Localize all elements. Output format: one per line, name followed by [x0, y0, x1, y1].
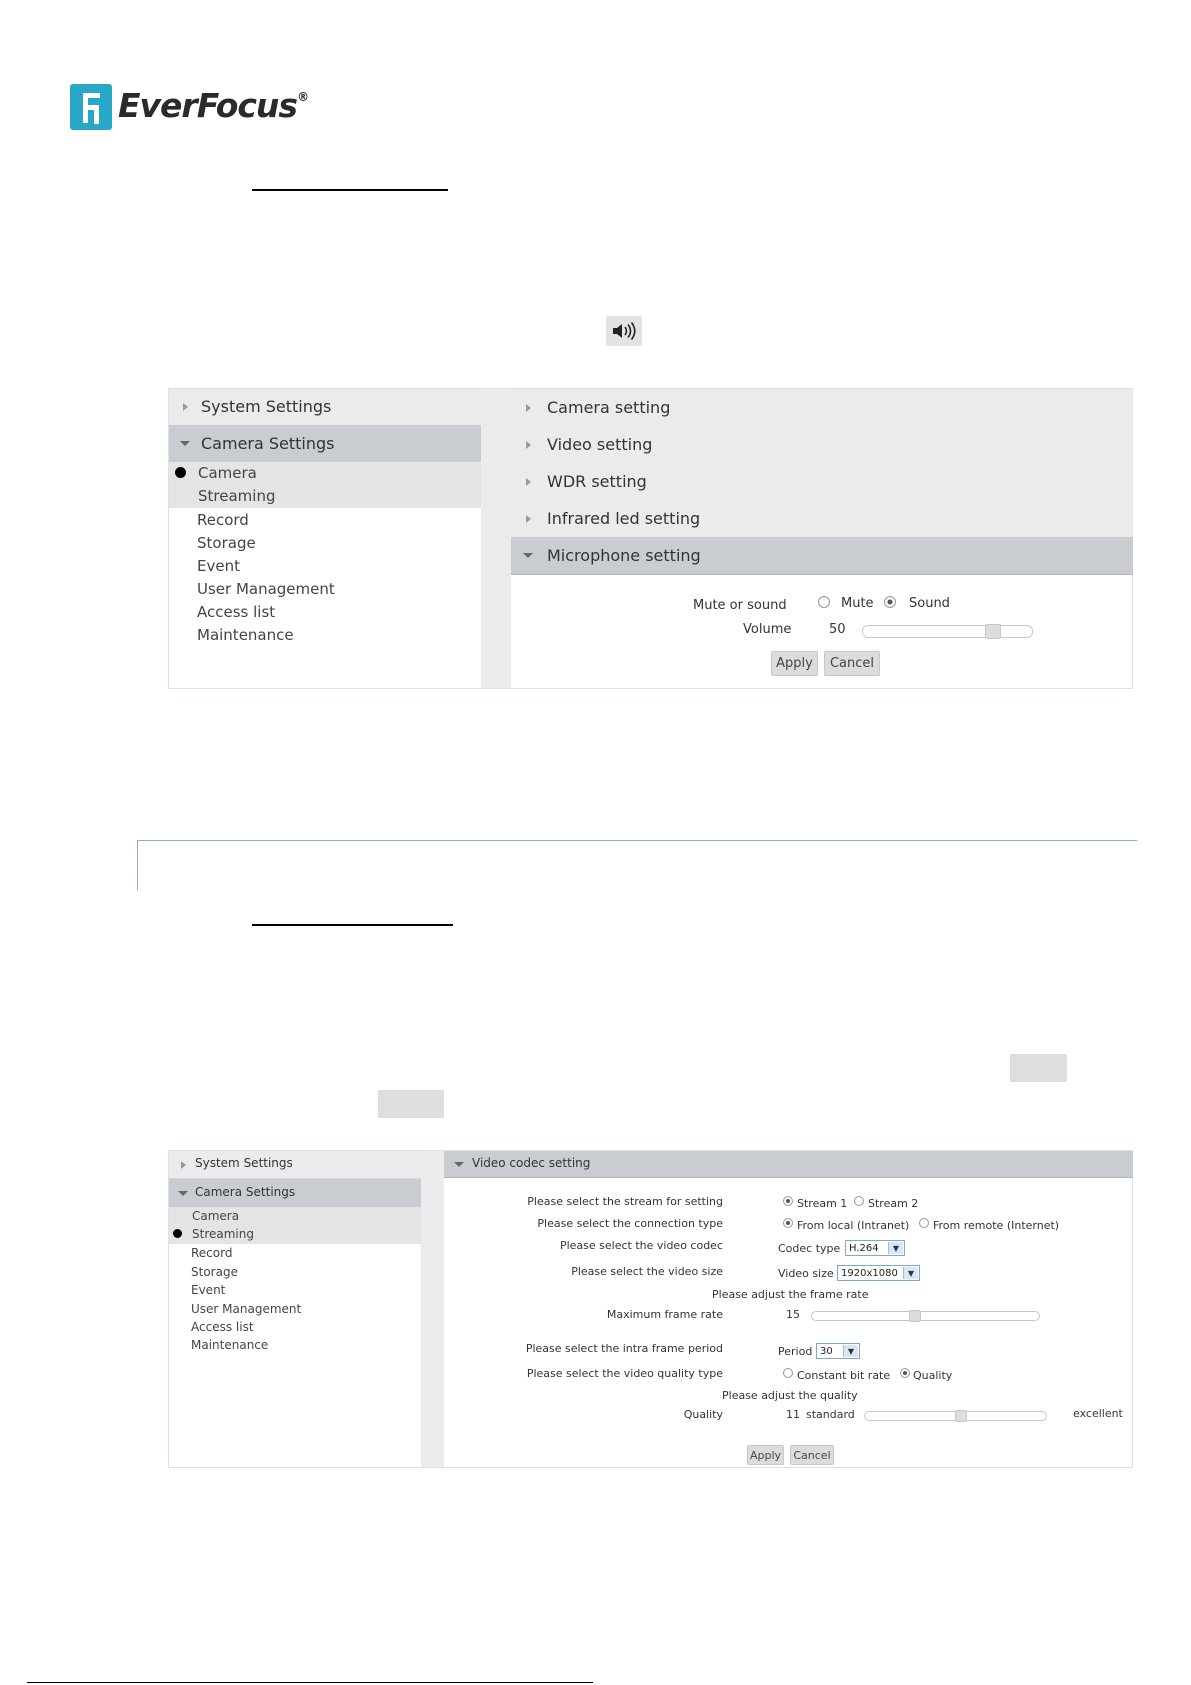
section-microphone-setting[interactable]: Microphone setting — [511, 537, 1133, 575]
menu-system-settings[interactable]: System Settings — [169, 389, 481, 426]
chevron-right-icon — [181, 1161, 186, 1169]
menu-item-camera[interactable]: Camera — [198, 464, 257, 482]
menu-item-record[interactable]: Record — [197, 511, 249, 529]
menu-item-storage[interactable]: Storage — [197, 534, 256, 552]
menu-camera-settings[interactable]: Camera Settings — [169, 425, 481, 463]
stream2-radio[interactable] — [854, 1196, 864, 1206]
constant-bit-rate-radio[interactable] — [783, 1368, 793, 1378]
chevron-right-icon — [526, 404, 531, 412]
codec-type-select[interactable] — [845, 1240, 905, 1256]
menu-system-settings[interactable]: System Settings — [169, 1151, 421, 1179]
dropdown-arrow-icon: ▼ — [843, 1345, 858, 1357]
stream2-label: Stream 2 — [868, 1197, 919, 1210]
quality-label: Quality — [683, 1408, 723, 1421]
period-prefix: Period — [778, 1345, 813, 1358]
chevron-right-icon — [526, 478, 531, 486]
quality-value: 11 — [786, 1408, 800, 1421]
video-size-label: Please select the video size — [571, 1265, 723, 1278]
codec-type-value: H.264 — [849, 1242, 879, 1254]
dropdown-arrow-icon: ▼ — [903, 1267, 918, 1279]
quality-slider[interactable] — [864, 1411, 1047, 1421]
speaker-volume-icon-svg — [611, 321, 637, 341]
sound-option-label: Sound — [909, 596, 950, 611]
quality-option-label: Quality — [913, 1369, 953, 1382]
quality-slider-handle[interactable] — [955, 1410, 967, 1422]
frame-rate-slider[interactable] — [811, 1311, 1040, 1321]
connection-type-label: Please select the connection type — [537, 1217, 723, 1230]
heading-underline-2 — [252, 924, 453, 926]
constant-bit-rate-label: Constant bit rate — [797, 1369, 891, 1382]
section-rule-left — [137, 840, 138, 890]
stream1-label: Stream 1 — [797, 1197, 848, 1210]
heading-underline-1 — [252, 189, 448, 191]
from-local-label: From local (Intranet) — [797, 1219, 910, 1232]
logo-text: EverFocus® — [118, 86, 309, 125]
camera-settings-panel — [168, 388, 1133, 689]
cancel-button[interactable]: Cancel — [824, 651, 880, 676]
menu-item-access-list[interactable]: Access list — [197, 603, 276, 621]
footer-rule — [27, 1682, 593, 1683]
menu-item-streaming[interactable]: Streaming — [192, 1227, 254, 1241]
panel-divider — [421, 1151, 444, 1467]
menu-item-event[interactable]: Event — [191, 1283, 226, 1297]
section-video-codec-setting[interactable]: Video codec setting — [444, 1151, 1133, 1178]
mute-or-sound-label: Mute or sound — [693, 598, 787, 613]
streaming-settings-panel — [168, 1150, 1133, 1468]
mute-option-label: Mute — [841, 596, 874, 611]
chevron-down-icon — [523, 553, 533, 558]
settings-sidebar — [169, 1151, 421, 1467]
menu-item-maintenance[interactable]: Maintenance — [191, 1338, 269, 1352]
period-value: 30 — [820, 1345, 833, 1357]
from-remote-radio[interactable] — [919, 1218, 929, 1228]
volume-slider[interactable] — [862, 625, 1033, 638]
video-size-prefix: Video size — [778, 1267, 834, 1280]
dropdown-arrow-icon: ▼ — [888, 1242, 903, 1254]
volume-value: 50 — [829, 622, 846, 637]
menu-item-record[interactable]: Record — [191, 1246, 233, 1260]
volume-slider-handle[interactable] — [985, 624, 1001, 639]
sound-radio[interactable] — [884, 596, 896, 608]
intra-frame-label: Please select the intra frame period — [525, 1342, 723, 1355]
section-video-setting[interactable]: Video setting — [511, 426, 1133, 464]
frame-rate-heading: Please adjust the frame rate — [712, 1288, 869, 1301]
menu-item-event[interactable]: Event — [197, 557, 240, 575]
menu-item-user-management[interactable]: User Management — [191, 1302, 302, 1316]
from-remote-label: From remote (Internet) — [933, 1219, 1060, 1232]
stream1-radio[interactable] — [783, 1196, 793, 1206]
panel-divider — [481, 389, 511, 688]
menu-item-maintenance[interactable]: Maintenance — [197, 626, 294, 644]
chevron-right-icon — [183, 403, 188, 411]
logo-mark-icon — [70, 84, 112, 130]
selected-bullet-icon — [175, 467, 186, 478]
video-codec-label: Please select the video codec — [559, 1239, 723, 1252]
video-size-value: 1920x1080 — [841, 1267, 898, 1279]
inline-button-chip-1 — [1010, 1054, 1067, 1082]
section-wdr-setting[interactable]: WDR setting — [511, 463, 1133, 501]
apply-button[interactable]: Apply — [747, 1445, 784, 1465]
mute-radio[interactable] — [818, 596, 830, 608]
cancel-button[interactable]: Cancel — [790, 1445, 834, 1465]
quality-heading: Please adjust the quality — [722, 1389, 858, 1402]
video-size-select[interactable] — [837, 1265, 920, 1281]
frame-rate-slider-handle[interactable] — [909, 1310, 921, 1322]
menu-item-access-list[interactable]: Access list — [191, 1320, 254, 1334]
section-camera-setting[interactable]: Camera setting — [511, 389, 1133, 427]
max-frame-rate-value: 15 — [786, 1308, 800, 1321]
speaker-volume-icon — [606, 316, 642, 346]
menu-item-camera[interactable]: Camera — [192, 1209, 240, 1223]
chevron-down-icon — [454, 1162, 464, 1167]
menu-item-streaming[interactable]: Streaming — [198, 487, 276, 505]
from-local-radio[interactable] — [783, 1218, 793, 1228]
chevron-down-icon — [180, 441, 190, 446]
settings-sidebar — [169, 389, 481, 688]
apply-button[interactable]: Apply — [771, 651, 818, 676]
menu-item-user-management[interactable]: User Management — [197, 580, 335, 598]
max-frame-rate-label: Maximum frame rate — [606, 1308, 723, 1321]
quality-standard-label: standard — [806, 1408, 855, 1421]
inline-button-chip-2 — [378, 1090, 444, 1118]
selected-bullet-icon — [173, 1229, 182, 1238]
chevron-down-icon — [178, 1191, 188, 1196]
section-rule — [137, 840, 1137, 841]
codec-type-label: Codec type — [778, 1242, 841, 1255]
period-select[interactable] — [816, 1343, 860, 1359]
menu-item-storage[interactable]: Storage — [191, 1265, 238, 1279]
quality-type-label: Please select the video quality type — [526, 1367, 723, 1380]
volume-label: Volume — [743, 622, 792, 637]
quality-radio[interactable] — [900, 1368, 910, 1378]
chevron-right-icon — [526, 515, 531, 523]
quality-excellent-label: excellent — [1073, 1407, 1123, 1420]
stream-label: Please select the stream for setting — [527, 1195, 723, 1208]
menu-camera-settings[interactable]: Camera Settings — [169, 1179, 421, 1208]
section-infrared-led-setting[interactable]: Infrared led setting — [511, 500, 1133, 538]
chevron-right-icon — [526, 441, 531, 449]
